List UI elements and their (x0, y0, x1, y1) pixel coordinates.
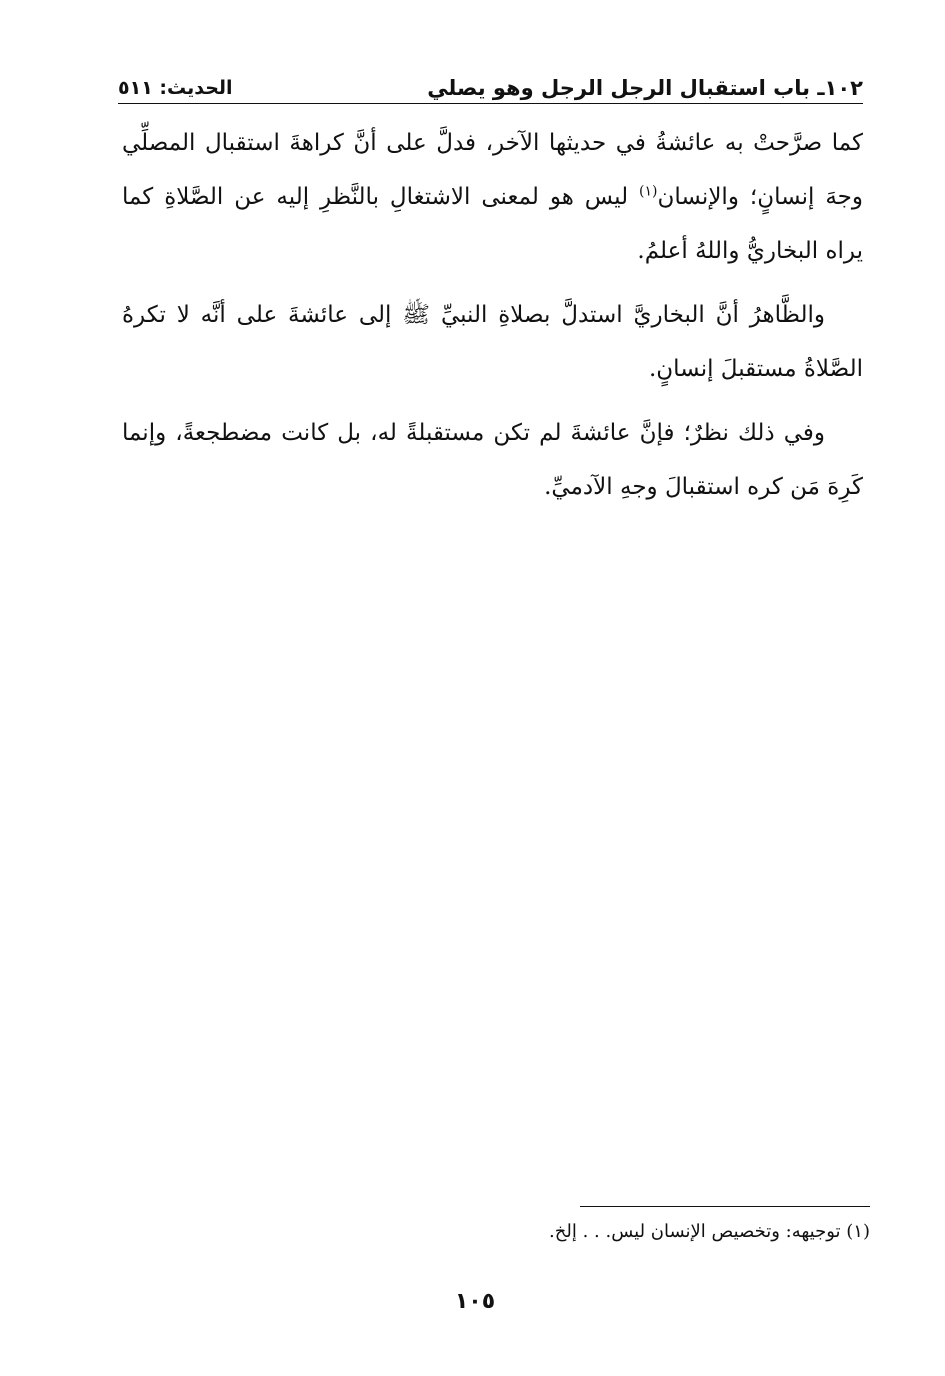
chapter-title: ١٠٢ـ باب استقبال الرجل الرجل وهو يصلي (427, 76, 863, 100)
main-text (122, 116, 863, 524)
paragraph-1-continuation: ليس هو لمعنى الاشتغالِ بالنَّظرِ إليه عن الصَّلاةِ كما يراه البخاريُّ واللهُ أعلمُ. (122, 184, 863, 264)
page-number: ١٠٥ (454, 1289, 496, 1314)
footnote-marker[interactable]: (١) (639, 183, 658, 200)
footnote-text: (١) توجيهه: وتخصيص الإنسان ليس. . . إلخ. (549, 1221, 870, 1242)
paragraph-1 (122, 116, 863, 278)
paragraph-3: وفي ذلك نظرٌ؛ فإنَّ عائشةَ لم تكن مستقبلةً له، بل كانت مضطجعةً، وإنما كَرِهَ مَن كره استقبالَ وجهِ الآدميِّ. (122, 420, 863, 500)
header-divider (118, 103, 863, 104)
paragraph-2: والظَّاهرُ أنَّ البخاريَّ استدلَّ بصلاةِ النبيِّ ﷺ إلى عائشةَ على أنَّه لا تكرهُ الصَّلاةُ مستقبلَ إنسانٍ. (122, 302, 863, 382)
footnote-divider (580, 1206, 870, 1207)
hadith-reference: الحديث: ٥١١ (118, 77, 233, 99)
paragraph-1-text: كما صرَّحتْ به عائشةُ في حديثها الآخر، فدلَّ على أنَّ كراهةَ استقبال المصلِّي وجهَ إنسانٍ؛ والإنسان (122, 130, 863, 210)
running-header (118, 68, 863, 102)
